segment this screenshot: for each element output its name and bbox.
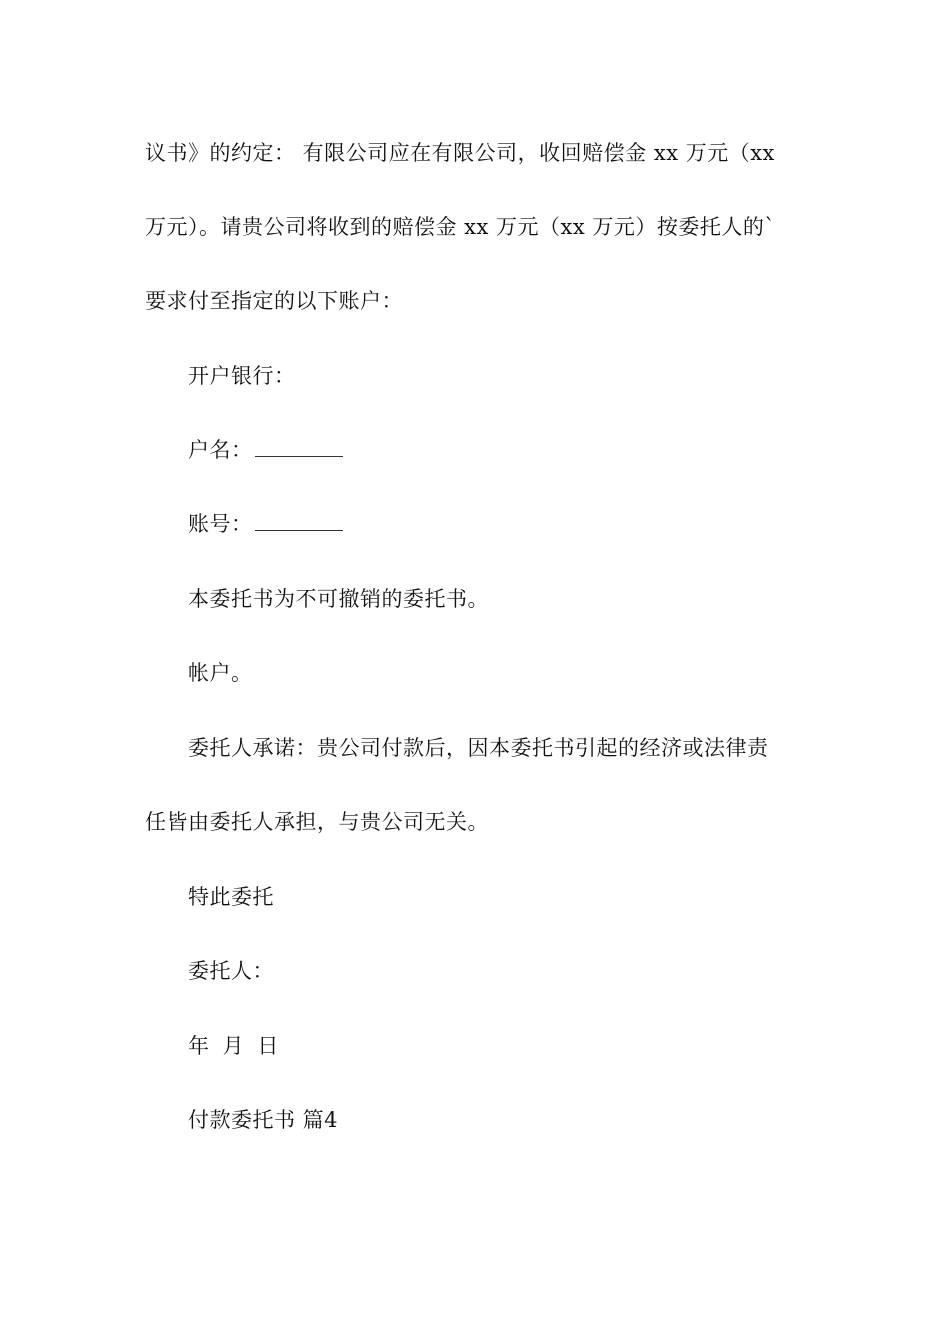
paragraph-agreement-line-3: 要求付至指定的以下账户： (145, 289, 403, 313)
entrust-closing: 特此委托 (188, 885, 274, 909)
paragraph-agreement-line-2: 万元）。请贵公司将收到的赔偿金 xx 万元（xx 万元）按委托人的` (145, 215, 776, 239)
paragraph-agreement-line-1: 议书》的约定： 有限公司应在有限公司，收回赔偿金 xx 万元（xx (145, 141, 775, 165)
account-name-blank (255, 436, 343, 457)
account-note: 帐户。 (188, 661, 253, 685)
account-name-row (188, 435, 868, 465)
account-number-blank (255, 510, 343, 531)
section-heading: 付款委托书 篇4 (188, 1108, 339, 1132)
account-name-label: 户名： (188, 438, 253, 462)
account-number-label: 账号： (188, 512, 253, 536)
commitment-line-1: 委托人承诺：贵公司付款后，因本委托书引起的经济或法律责 (188, 736, 769, 760)
account-number-row (188, 509, 868, 539)
date-line: 年 月 日 (188, 1034, 279, 1058)
irrevocable-statement: 本委托书为不可撤销的委托书。 (188, 587, 489, 611)
bank-label: 开户银行： (188, 364, 296, 388)
principal-label: 委托人： (188, 959, 274, 983)
commitment-line-2: 任皆由委托人承担，与贵公司无关。 (145, 810, 489, 834)
